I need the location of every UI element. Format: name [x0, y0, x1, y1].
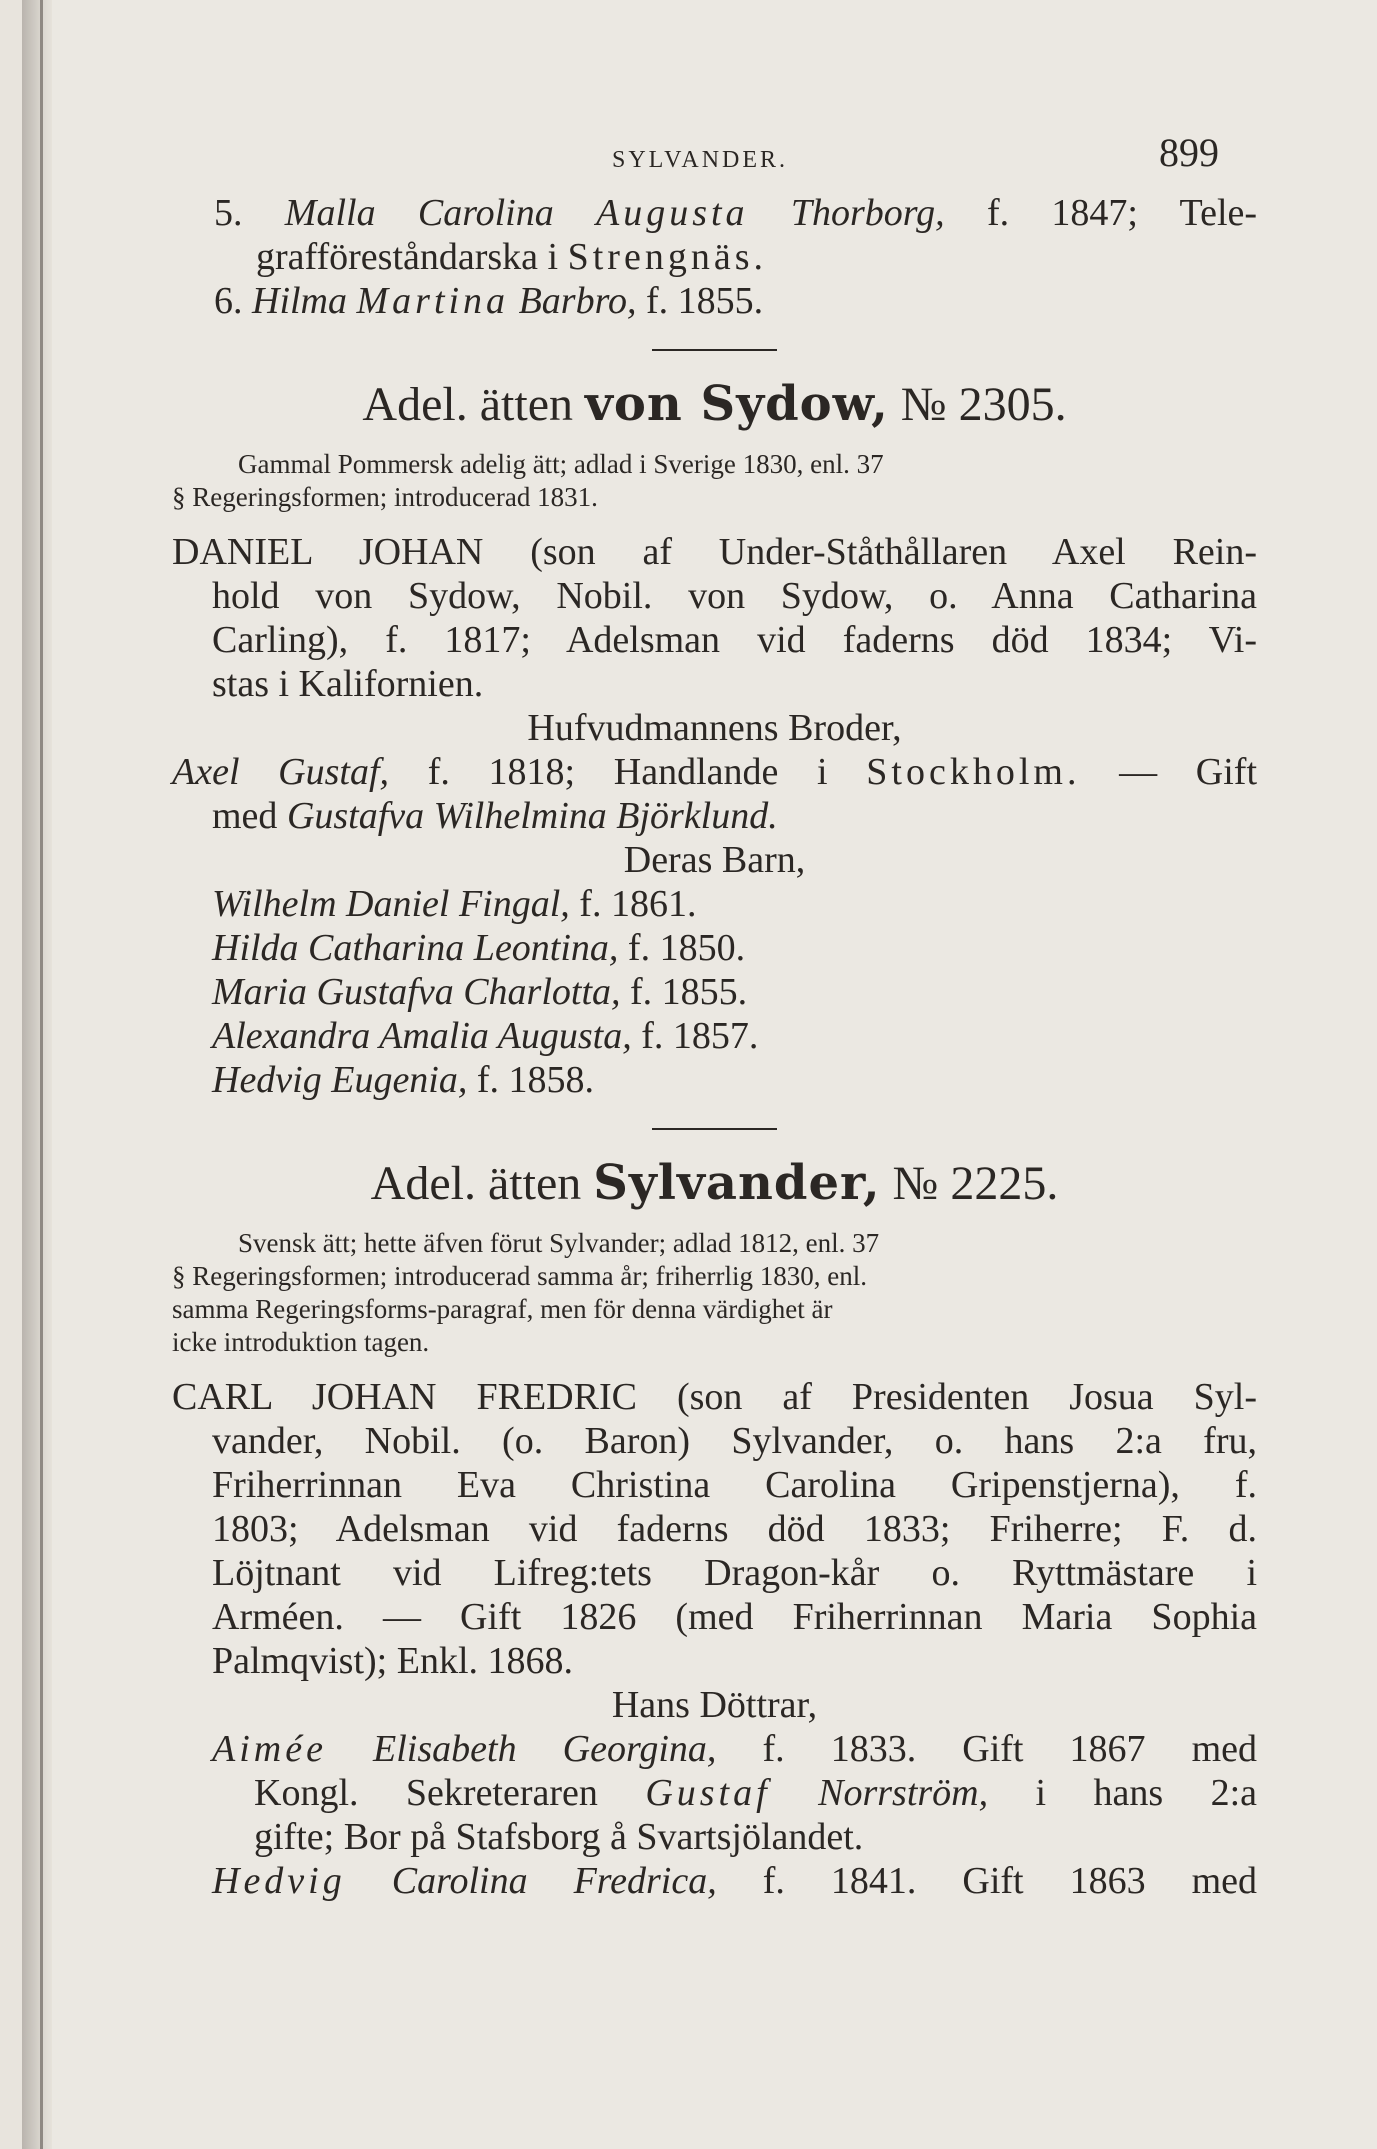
person-name: Thorborg, [790, 192, 945, 234]
person-name-spaced: Augusta [596, 192, 749, 234]
spine-edge [40, 0, 43, 2149]
person-name: Carolina Fredrica, [391, 1860, 717, 1902]
entry-text: — Gift [1119, 751, 1258, 793]
child-name: Hilda Catharina Leontina, [212, 927, 619, 969]
paragraph-line: DANIEL JOHAN (son af Under-Ståthållaren Axel Rein- [172, 531, 1257, 573]
entry-text: Kongl. Sekreteraren [254, 1772, 598, 1814]
house-title-prefix: Adel. ätten [362, 378, 574, 431]
entry-line [172, 279, 1257, 323]
house-description: icke introduktion tagen. [172, 1327, 430, 1357]
section-divider [652, 349, 777, 351]
house-number: № 2225. [892, 1157, 1059, 1210]
child-name: Alexandra Amalia Augusta, [212, 1015, 632, 1057]
person-name-spaced: Hedvig [212, 1860, 346, 1902]
house-name: von Sydow, [585, 376, 889, 432]
house-description: § Regeringsformen; introducerad 1831. [172, 482, 598, 512]
entry-number: 6. [214, 280, 243, 322]
person-name: Axel Gustaf, [172, 751, 390, 793]
entry-line [172, 235, 1257, 279]
daughter-entry: gifte; Bor på Stafsborg å Svartsjölandet. [254, 1816, 864, 1858]
place-name-spaced: Strengnäs. [567, 236, 767, 278]
child-entry [172, 970, 1257, 1014]
child-entry [172, 926, 1257, 970]
house-title-prefix: Adel. ätten [370, 1157, 582, 1210]
house-title-sydow [172, 375, 1257, 434]
house-title-sylvander [172, 1154, 1257, 1213]
daughter-entry [172, 1727, 1257, 1771]
entry-number: 5. [214, 192, 243, 234]
child-name: Wilhelm Daniel Fingal, [212, 883, 570, 925]
paragraph-line: vander, Nobil. (o. Baron) Sylvander, o. hans 2:a fru, [212, 1420, 1257, 1462]
person-name: Elisabeth Georgina, [373, 1728, 717, 1770]
section-divider [652, 1128, 777, 1130]
section-heading: Hufvudmannens Broder, [527, 707, 902, 749]
page-number: 899 [1159, 130, 1219, 175]
birth-year: f. 1861. [579, 883, 697, 925]
paragraph-line [172, 750, 1257, 794]
house-description: Svensk ätt; hette äfven förut Sylvander; adlad 1812, enl. 37 [238, 1228, 880, 1258]
daughter-entry [172, 1859, 1257, 1903]
person-name: Barbro, [518, 280, 637, 322]
person-name-spaced: Gustaf [645, 1772, 771, 1814]
house-number: № 2305. [900, 378, 1067, 431]
child-entry [172, 1014, 1257, 1058]
entry-text: med [212, 795, 278, 837]
paragraph-line: Löjtnant vid Lifreg:tets Dragon-kår o. Ryttmästare i [212, 1552, 1257, 1594]
running-head: SYLVANDER. [612, 147, 789, 173]
paragraph-line: Palmqvist); Enkl. 1868. [212, 1640, 573, 1682]
house-description: samma Regeringsforms-paragraf, men för denna värdighet är [172, 1294, 833, 1324]
child-name: Hedvig Eugenia, [212, 1059, 468, 1101]
house-description: § Regeringsformen; introducerad samma år; friherrlig 1830, enl. [172, 1261, 868, 1291]
birth-year: f. 1857. [641, 1015, 759, 1057]
entry-text: f. 1818; Handlande i [427, 751, 828, 793]
paragraph-line [172, 794, 1257, 838]
book-spine [22, 0, 52, 2149]
book-page [22, 0, 1377, 2149]
entry-text: f. 1833. Gift 1867 med [762, 1728, 1258, 1770]
entry-line [172, 191, 1257, 235]
section-heading: Deras Barn, [623, 839, 806, 881]
person-name-spaced: Martina [356, 280, 510, 322]
child-entry [172, 1058, 1257, 1102]
birth-year: f. 1855. [630, 971, 748, 1013]
child-entry [172, 882, 1257, 926]
child-name: Maria Gustafva Charlotta, [212, 971, 621, 1013]
paragraph-line: Arméen. — Gift 1826 (med Friherrinnan Maria Sophia [212, 1596, 1257, 1638]
paragraph-line: stas i Kalifornien. [212, 663, 484, 705]
paragraph-line: CARL JOHAN FREDRIC (son af Presidenten Josua Syl- [172, 1376, 1257, 1418]
person-name: Malla Carolina [284, 192, 554, 234]
house-name: Sylvander, [593, 1155, 881, 1211]
section-heading: Hans Döttrar, [611, 1684, 818, 1726]
person-name: Norrström, [818, 1772, 989, 1814]
entry-text: grafföreståndarska i [256, 236, 559, 278]
paragraph-line: 1803; Adelsman vid faderns död 1833; Friherre; F. d. [212, 1508, 1257, 1550]
person-name: Hilma [252, 280, 347, 322]
birth-year: f. 1850. [627, 927, 746, 969]
paragraph-line: Carling), f. 1817; Adelsman vid faderns död 1834; Vi- [212, 619, 1257, 661]
person-name: Gustafva Wilhelmina Björklund. [286, 795, 778, 837]
entry-text: f. 1841. Gift 1863 med [762, 1860, 1258, 1902]
entry-text: f. 1847; Tele- [986, 192, 1258, 234]
page-content [172, 115, 1257, 1903]
place-name-spaced: Stockholm. [866, 751, 1081, 793]
page-header [172, 115, 1257, 177]
entry-text: i hans 2:a [1035, 1772, 1258, 1814]
paragraph-line: Friherrinnan Eva Christina Carolina Gripenstjerna), f. [212, 1464, 1257, 1506]
birth-year: f. 1858. [476, 1059, 595, 1101]
person-name-spaced: Aimée [212, 1728, 327, 1770]
entry-text: f. 1855. [645, 280, 764, 322]
house-description: Gammal Pommersk adelig ätt; adlad i Sverige 1830, enl. 37 [238, 449, 884, 479]
daughter-entry [172, 1771, 1257, 1815]
paragraph-line: hold von Sydow, Nobil. von Sydow, o. Anna Catharina [212, 575, 1257, 617]
